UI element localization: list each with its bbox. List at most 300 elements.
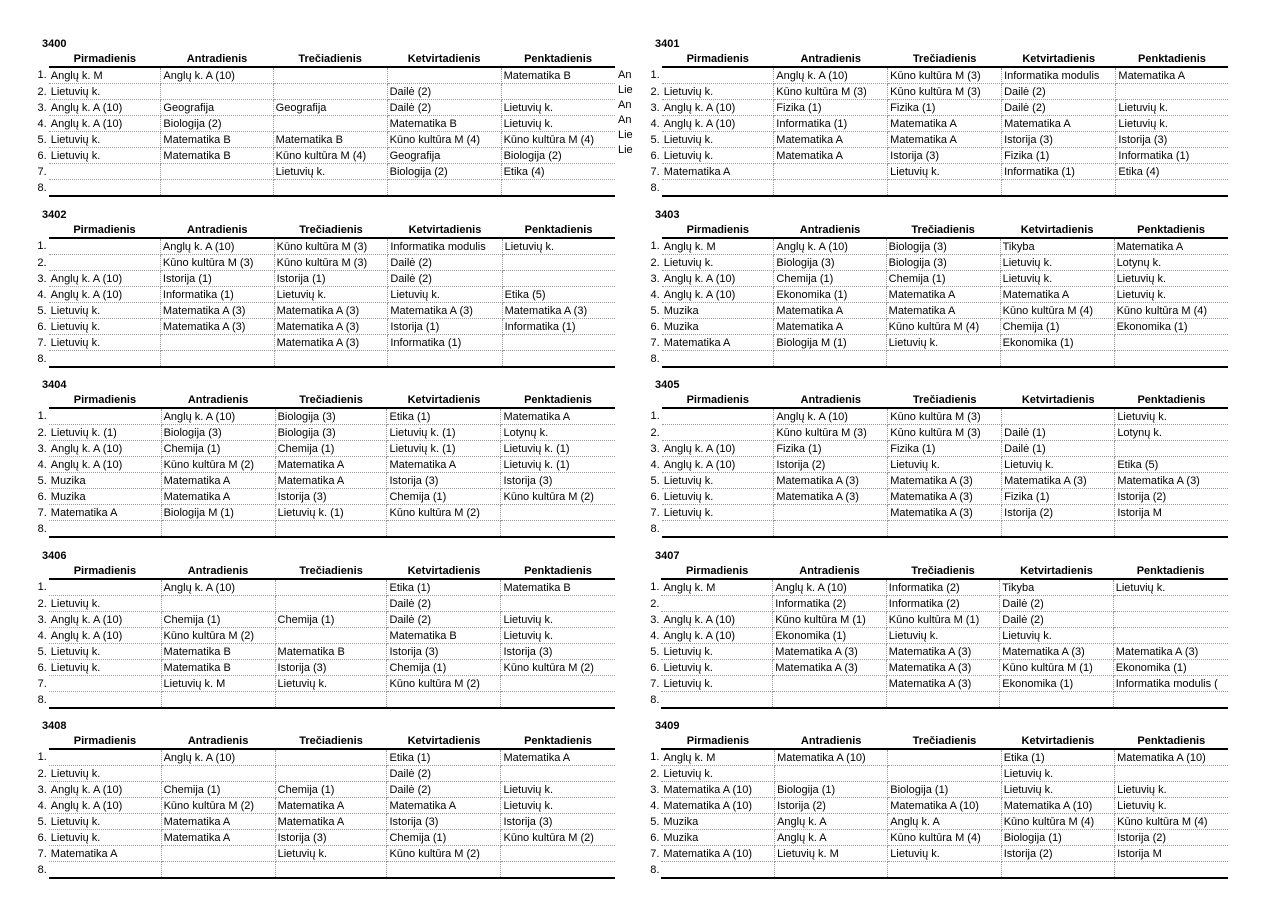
lesson-cell — [275, 579, 387, 596]
lesson-cell: Lietuvių k. — [662, 132, 774, 148]
lesson-cell: Biologija (3) — [886, 255, 1000, 271]
lesson-row — [25, 846, 615, 862]
lesson-cell: Anglų k. A (10) — [662, 271, 774, 287]
lesson-cell — [1113, 692, 1228, 709]
lesson-cell: Anglų k. A — [888, 814, 1001, 830]
lesson-cell: Matematika B — [387, 116, 501, 132]
lesson-row — [25, 782, 615, 798]
lesson-cell: Kūno kultūra M (2) — [387, 676, 501, 692]
day-header: Pirmadienis — [661, 733, 774, 749]
lesson-cell — [501, 676, 615, 692]
lesson-cell: Istorija (2) — [775, 798, 888, 814]
lesson-number: 4. — [650, 117, 660, 130]
lesson-cell: Chemija (1) — [387, 660, 501, 676]
lesson-cell: Lietuvių k. (1) — [387, 425, 501, 441]
timetable-class-title: 3408 — [42, 720, 67, 732]
lesson-cell: Istorija (3) — [501, 814, 615, 830]
lesson-cell — [662, 351, 774, 368]
lesson-cell — [888, 749, 1001, 766]
lesson-row — [638, 100, 1228, 116]
lesson-cell: Biologija M (1) — [161, 505, 275, 521]
lesson-cell: Dailė (2) — [387, 766, 501, 782]
day-header: Penktadienis — [501, 392, 615, 408]
lesson-cell: Lietuvių k. — [1001, 782, 1114, 798]
day-header: Ketvirtadienis — [387, 51, 501, 67]
lesson-row — [25, 287, 615, 303]
timetable-grid — [25, 563, 615, 709]
lesson-cell: Geografija — [161, 100, 273, 116]
day-header: Pirmadienis — [49, 563, 161, 579]
lesson-cell: Kūno kultūra M (4) — [1001, 814, 1114, 830]
lesson-cell: Matematika A (3) — [886, 660, 999, 676]
lesson-row — [25, 814, 615, 830]
overflow-text: Lie — [618, 129, 633, 141]
lesson-cell: Matematika A (3) — [274, 303, 388, 319]
day-header: Antradienis — [773, 563, 886, 579]
lesson-cell: Geografija — [273, 100, 387, 116]
lesson-cell — [1116, 180, 1228, 197]
day-header: Trečiadienis — [275, 563, 387, 579]
lesson-row — [638, 84, 1228, 100]
lesson-cell — [1115, 766, 1228, 782]
day-header: Antradienis — [161, 733, 275, 749]
lesson-cell — [273, 67, 387, 84]
lesson-cell: Lietuvių k. — [49, 660, 161, 676]
lesson-number: 2. — [37, 85, 47, 98]
lesson-cell: Lietuvių k. — [1115, 782, 1228, 798]
lesson-cell: Istorija (3) — [275, 489, 387, 505]
lesson-cell: Matematika A — [275, 798, 387, 814]
lesson-row — [638, 489, 1228, 505]
lesson-cell: Lietuvių k. — [886, 628, 999, 644]
day-header: Trečiadienis — [275, 733, 387, 749]
lesson-cell: Istorija (2) — [1115, 489, 1228, 505]
lesson-number: 1. — [37, 581, 47, 594]
lesson-cell — [387, 180, 501, 197]
lesson-cell — [888, 521, 1002, 538]
overflow-text: An — [618, 114, 632, 126]
lesson-cell — [501, 84, 615, 100]
lesson-cell — [501, 846, 615, 862]
day-header: Penktadienis — [1116, 51, 1228, 67]
lesson-cell — [888, 862, 1001, 879]
lesson-number: 8. — [650, 693, 660, 706]
timetable-class-title: 3406 — [42, 550, 67, 562]
lesson-cell: Biologija (1) — [888, 782, 1001, 798]
lesson-cell: Lietuvių k. — [49, 148, 161, 164]
day-header: Antradienis — [160, 222, 274, 238]
lesson-row — [638, 612, 1228, 628]
lesson-cell: Informatika modulis — [388, 238, 502, 255]
lesson-cell: Lietuvių k. — [501, 612, 615, 628]
lesson-cell: Istorija M — [1115, 846, 1228, 862]
lesson-cell — [275, 521, 387, 538]
lesson-number: 8. — [650, 522, 660, 535]
lesson-number-header — [638, 563, 661, 579]
lesson-cell: Informatika modulis ( — [1113, 676, 1228, 692]
lesson-cell: Anglų k. A (10) — [662, 457, 774, 473]
day-header: Ketvirtadienis — [1002, 51, 1116, 67]
lesson-cell: Matematika A (10) — [1115, 749, 1228, 766]
lesson-cell: Anglų k. A (10) — [49, 782, 161, 798]
lesson-row — [638, 425, 1228, 441]
lesson-cell: Matematika B — [501, 67, 615, 84]
lesson-cell: Matematika A — [501, 408, 615, 425]
lesson-cell: Matematika A — [161, 489, 275, 505]
lesson-cell: Lietuvių k. — [1116, 100, 1228, 116]
lesson-cell — [502, 255, 615, 271]
lesson-cell — [275, 596, 387, 612]
lesson-cell: Lietuvių k. — [49, 84, 161, 100]
lesson-cell: Matematika A — [49, 846, 161, 862]
lesson-number: 2. — [37, 426, 47, 439]
lesson-row — [25, 628, 615, 644]
lesson-cell: Istorija (3) — [275, 660, 387, 676]
lesson-cell: Dailė (2) — [387, 596, 501, 612]
lesson-cell — [49, 692, 161, 709]
lesson-cell: Chemija (1) — [275, 612, 387, 628]
lesson-cell: Muzika — [49, 473, 161, 489]
lesson-cell — [387, 692, 501, 709]
lesson-number: 8. — [37, 522, 47, 535]
lesson-number: 6. — [650, 490, 660, 503]
lesson-cell — [773, 676, 886, 692]
lesson-row — [638, 303, 1228, 319]
day-header: Antradienis — [161, 51, 273, 67]
lesson-cell — [774, 351, 886, 368]
lesson-cell: Matematika A — [161, 473, 275, 489]
lesson-cell — [275, 749, 387, 766]
lesson-row — [638, 521, 1228, 538]
lesson-number: 4. — [650, 629, 660, 642]
lesson-cell — [49, 180, 161, 197]
lesson-cell — [1115, 441, 1228, 457]
lesson-cell — [775, 766, 888, 782]
lesson-cell: Matematika B — [501, 579, 615, 596]
lesson-row — [25, 100, 615, 116]
day-header: Penktadienis — [1115, 733, 1228, 749]
lesson-cell: Lietuvių k. M — [161, 676, 275, 692]
lesson-cell — [1114, 351, 1228, 368]
lesson-number: 7. — [37, 677, 47, 690]
lesson-row — [638, 660, 1228, 676]
lesson-number: 5. — [37, 474, 47, 487]
lesson-cell: Chemija (1) — [387, 489, 501, 505]
lesson-cell: Dailė (2) — [388, 255, 502, 271]
lesson-number: 4. — [37, 629, 47, 642]
lesson-number: 2. — [650, 85, 660, 98]
lesson-cell: Matematika A — [886, 303, 1000, 319]
lesson-number: 8. — [650, 181, 660, 194]
lesson-row — [638, 180, 1228, 197]
lesson-cell: Anglų k. A (10) — [49, 287, 161, 303]
day-header: Antradienis — [775, 733, 888, 749]
lesson-cell: Anglų k. A (10) — [662, 287, 774, 303]
lesson-cell — [274, 351, 388, 368]
lesson-number: 6. — [37, 661, 47, 674]
lesson-cell: Lietuvių k. — [662, 84, 774, 100]
lesson-cell: Chemija (1) — [161, 441, 275, 457]
lesson-cell: Lietuvių k. — [49, 319, 161, 335]
lesson-cell: Anglų k. A (10) — [161, 67, 273, 84]
lesson-cell: Kūno kultūra M (4) — [501, 132, 615, 148]
lesson-cell: Etika (4) — [501, 164, 615, 180]
lesson-cell — [161, 862, 275, 879]
lesson-number: 8. — [37, 693, 47, 706]
lesson-cell: Matematika A (10) — [888, 798, 1001, 814]
lesson-cell — [888, 766, 1001, 782]
lesson-cell: Matematika A — [1114, 238, 1228, 255]
lesson-row — [25, 457, 615, 473]
lesson-cell: Kūno kultūra M (3) — [888, 67, 1002, 84]
lesson-cell — [160, 351, 274, 368]
lesson-cell: Anglų k. A (10) — [49, 116, 161, 132]
lesson-row — [25, 84, 615, 100]
lesson-number: 2. — [37, 597, 47, 610]
lesson-cell: Anglų k. A (10) — [49, 457, 161, 473]
timetable-class-title: 3400 — [42, 38, 67, 50]
lesson-cell: Matematika A (3) — [774, 489, 888, 505]
lesson-cell: Dailė (1) — [1002, 441, 1115, 457]
lesson-number: 1. — [37, 751, 47, 764]
lesson-cell — [502, 335, 615, 351]
lesson-cell: Lietuvių k. (1) — [275, 505, 387, 521]
lesson-row — [638, 862, 1228, 879]
lesson-cell: Lietuvių k. — [1001, 766, 1114, 782]
lesson-cell: Informatika (1) — [1002, 164, 1116, 180]
lesson-cell: Biologija (3) — [161, 425, 275, 441]
lesson-row — [25, 798, 615, 814]
lesson-cell: Matematika A — [774, 132, 888, 148]
lesson-row — [638, 148, 1228, 164]
lesson-row — [25, 660, 615, 676]
lesson-row — [25, 521, 615, 538]
lesson-cell: Anglų k. A (10) — [662, 116, 774, 132]
lesson-cell: Lietuvių k. — [49, 596, 161, 612]
lesson-cell: Kūno kultūra M (4) — [1000, 303, 1114, 319]
lesson-row — [25, 441, 615, 457]
lesson-row — [638, 255, 1228, 271]
lesson-cell: Lietuvių k. — [275, 676, 387, 692]
lesson-cell: Lietuvių k. — [662, 148, 774, 164]
lesson-cell: Lietuvių k. (1) — [501, 441, 615, 457]
lesson-cell: Anglų k. A — [775, 814, 888, 830]
lesson-number: 6. — [37, 149, 47, 162]
lesson-cell: Istorija (3) — [888, 148, 1002, 164]
lesson-row — [25, 255, 615, 271]
day-header: Penktadienis — [502, 222, 615, 238]
lesson-cell: Anglų k. A (10) — [160, 238, 274, 255]
lesson-cell: Etika (1) — [387, 408, 501, 425]
lesson-number: 1. — [650, 240, 660, 253]
lesson-cell: Anglų k. A (10) — [49, 441, 161, 457]
lesson-cell — [273, 116, 387, 132]
lesson-cell — [273, 84, 387, 100]
lesson-cell: Kūno kultūra M (3) — [774, 84, 888, 100]
lesson-cell: Lietuvių k. — [502, 238, 615, 255]
lesson-number: 1. — [650, 581, 660, 594]
lesson-cell: Anglų k. A (10) — [662, 100, 774, 116]
lesson-cell: Kūno kultūra M (2) — [387, 846, 501, 862]
lesson-number-header — [25, 392, 49, 408]
lesson-row — [638, 457, 1228, 473]
lesson-number: 3. — [650, 442, 660, 455]
lesson-cell — [501, 766, 615, 782]
lesson-cell: Matematika A (3) — [774, 473, 888, 489]
lesson-cell: Lietuvių k. — [49, 814, 161, 830]
lesson-cell: Lietuvių k. — [1000, 255, 1114, 271]
lesson-cell — [888, 180, 1002, 197]
lesson-number: 8. — [37, 863, 47, 876]
lesson-cell — [1002, 408, 1115, 425]
lesson-cell — [161, 180, 273, 197]
lesson-cell: Biologija M (1) — [774, 335, 886, 351]
day-header: Trečiadienis — [274, 222, 388, 238]
timetable-grid — [638, 51, 1228, 197]
lesson-cell: Etika (1) — [387, 579, 501, 596]
lesson-cell: Lietuvių k. — [273, 164, 387, 180]
lesson-number: 4. — [650, 458, 660, 471]
lesson-cell: Chemija (1) — [161, 612, 275, 628]
lesson-cell — [1002, 180, 1116, 197]
lesson-cell: Dailė (1) — [1002, 425, 1115, 441]
lesson-cell: Informatika (1) — [160, 287, 274, 303]
lesson-cell: Kūno kultūra M (4) — [273, 148, 387, 164]
lesson-cell: Kūno kultūra M (4) — [1115, 814, 1228, 830]
lesson-cell: Lietuvių k. — [661, 676, 772, 692]
lesson-number: 7. — [37, 847, 47, 860]
lesson-cell: Lietuvių k. — [888, 846, 1001, 862]
lesson-cell: Ekonomika (1) — [773, 628, 886, 644]
lesson-cell: Matematika A (3) — [160, 319, 274, 335]
day-header: Antradienis — [161, 392, 275, 408]
lesson-cell: Matematika A — [49, 505, 161, 521]
lesson-cell: Muzika — [662, 303, 774, 319]
lesson-cell: Matematika A — [662, 335, 774, 351]
lesson-row — [638, 238, 1228, 255]
lesson-number: 6. — [37, 320, 47, 333]
lesson-number: 2. — [650, 597, 660, 610]
lesson-number: 3. — [650, 272, 660, 285]
lesson-row — [25, 830, 615, 846]
lesson-cell: Chemija (1) — [387, 830, 501, 846]
lesson-number-header — [638, 733, 661, 749]
lesson-cell: Matematika B — [161, 644, 275, 660]
lesson-cell — [275, 692, 387, 709]
lesson-number: 2. — [650, 767, 660, 780]
lesson-cell: Anglų k. A (10) — [773, 579, 886, 596]
lesson-row — [638, 814, 1228, 830]
lesson-row — [638, 319, 1228, 335]
lesson-cell — [49, 521, 161, 538]
lesson-cell — [661, 596, 772, 612]
lesson-cell: Lietuvių k. — [49, 644, 161, 660]
lesson-cell: Lietuvių k. — [501, 782, 615, 798]
lesson-number: 2. — [37, 256, 47, 269]
lesson-cell: Matematika A — [161, 830, 275, 846]
timetable-grid — [25, 51, 615, 197]
lesson-cell: Etika (1) — [387, 749, 501, 766]
lesson-cell: Chemija (1) — [275, 441, 387, 457]
lesson-row — [25, 579, 615, 596]
lesson-row — [638, 766, 1228, 782]
lesson-row — [25, 612, 615, 628]
lesson-number: 7. — [650, 336, 660, 349]
lesson-cell: Matematika A (3) — [888, 489, 1002, 505]
lesson-cell: Tikyba — [1000, 238, 1114, 255]
overflow-text: An — [618, 69, 632, 81]
lesson-cell: Kūno kultūra M (2) — [161, 798, 275, 814]
timetable-grid — [638, 563, 1228, 709]
lesson-cell: Lietuvių k. — [661, 644, 772, 660]
lesson-number: 5. — [650, 474, 660, 487]
lesson-cell: Lietuvių k. — [1114, 271, 1228, 287]
day-header: Trečiadienis — [888, 51, 1002, 67]
lesson-cell — [388, 351, 502, 368]
lesson-cell: Lietuvių k. — [1116, 116, 1228, 132]
lesson-cell: Lietuvių k. — [1115, 408, 1228, 425]
lesson-cell: Matematika B — [387, 628, 501, 644]
lesson-cell: Kūno kultūra M (4) — [387, 132, 501, 148]
lesson-cell: Chemija (1) — [1000, 319, 1114, 335]
lesson-cell — [387, 862, 501, 879]
lesson-number-header — [638, 51, 662, 67]
day-header: Pirmadienis — [662, 51, 774, 67]
lesson-cell: Istorija (3) — [275, 830, 387, 846]
lesson-cell — [49, 351, 161, 368]
lesson-cell: Matematika B — [273, 132, 387, 148]
lesson-row — [25, 473, 615, 489]
lesson-cell: Lotynų k. — [1114, 255, 1228, 271]
lesson-cell — [662, 425, 774, 441]
lesson-cell: Matematika A (3) — [773, 660, 886, 676]
lesson-cell — [501, 692, 615, 709]
timetable-class-title: 3401 — [655, 38, 680, 50]
overflow-text: Lie — [618, 84, 633, 96]
lesson-number: 7. — [37, 506, 47, 519]
lesson-cell: Anglų k. A (10) — [161, 749, 275, 766]
lesson-cell — [49, 862, 161, 879]
lesson-row — [638, 782, 1228, 798]
lesson-cell: Biologija (1) — [775, 782, 888, 798]
lesson-cell: Matematika B — [161, 132, 273, 148]
day-header: Penktadienis — [501, 563, 615, 579]
lesson-row — [25, 238, 615, 255]
day-header: Pirmadienis — [49, 51, 161, 67]
lesson-cell — [662, 67, 774, 84]
lesson-cell — [886, 351, 1000, 368]
lesson-number: 3. — [37, 783, 47, 796]
lesson-cell: Biologija (3) — [774, 255, 886, 271]
lesson-cell: Dailė (2) — [387, 782, 501, 798]
lesson-cell: Biologija (3) — [275, 425, 387, 441]
lesson-cell: Matematika A — [1000, 287, 1114, 303]
lesson-cell: Lietuvių k. — [1000, 271, 1114, 287]
timetable-class-title: 3405 — [655, 379, 680, 391]
day-header: Ketvirtadienis — [1001, 733, 1114, 749]
day-header: Trečiadienis — [886, 563, 999, 579]
day-header: Ketvirtadienis — [1000, 222, 1114, 238]
lesson-cell: Istorija M — [1115, 505, 1228, 521]
lesson-row — [638, 351, 1228, 368]
lesson-cell — [161, 164, 273, 180]
lesson-cell: Istorija (3) — [387, 644, 501, 660]
lesson-cell: Istorija (1) — [388, 319, 502, 335]
lesson-cell: Matematika A (10) — [661, 846, 774, 862]
lesson-cell: Dailė (2) — [1002, 100, 1116, 116]
lesson-cell — [160, 335, 274, 351]
lesson-row — [638, 473, 1228, 489]
